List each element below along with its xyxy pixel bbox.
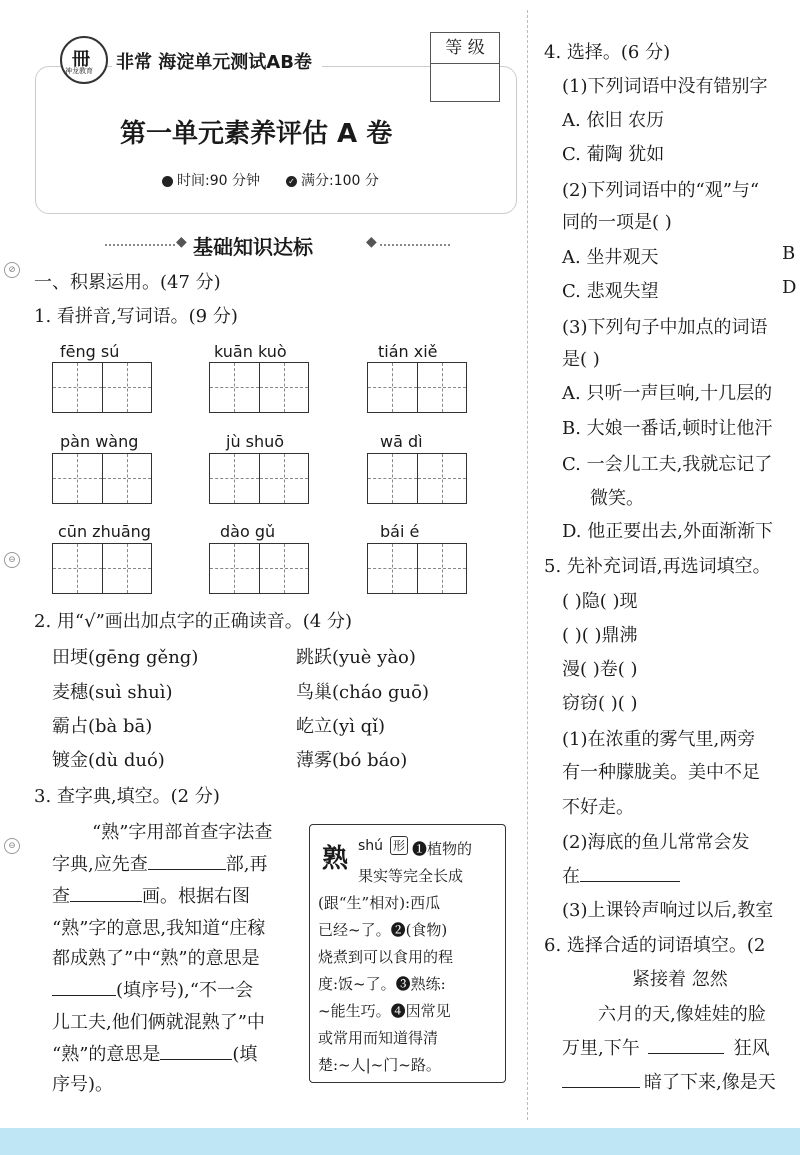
pronunciation-item[interactable]: 薄雾(bó báo) — [296, 750, 408, 771]
option-line[interactable]: B. 大娘一番话,顿时让他汗 — [562, 418, 773, 439]
pinyin-label: bái é — [380, 522, 420, 541]
option-line[interactable]: A. 依旧 农历 — [562, 110, 665, 131]
pinyin-label: jù shuō — [226, 432, 285, 451]
score-info — [286, 170, 379, 190]
passage-line: 六月的天,像娃娃的脸 — [598, 1004, 766, 1025]
logo-glyph: 冊 — [72, 49, 90, 70]
writing-grid[interactable] — [209, 543, 309, 594]
pronunciation-item[interactable]: 霸占(bà bā) — [52, 716, 153, 737]
banner-diamond-icon: ◆ — [366, 234, 377, 250]
option-line[interactable]: C. 葡陶 犹如 — [562, 144, 665, 165]
option-line: 微笑。 — [590, 488, 644, 509]
pinyin-label: pàn wàng — [60, 432, 139, 451]
pronunciation-item[interactable]: 屹立(yì qǐ) — [296, 716, 385, 737]
series-label: 非常 海淀单元测试AB卷 — [116, 52, 312, 73]
dictionary-line: 楚:~人|~门~路。 — [318, 1056, 441, 1074]
option-line[interactable]: D. 他正要出去,外面渐渐下 — [562, 521, 773, 542]
page-title: 第一单元素养评估 A 卷 — [120, 119, 393, 149]
binding-hole-icon: ⊖ — [4, 838, 20, 854]
score-text: 满分:100 分 — [301, 173, 379, 189]
binding-hole-icon: ⊖ — [4, 552, 20, 568]
option-letter: B — [782, 243, 796, 264]
check-icon: ✓ — [286, 176, 297, 187]
question-line: 是( ) — [562, 349, 600, 370]
dictionary-pinyin: shú — [358, 838, 384, 854]
q3-text-part: 部,再 — [225, 854, 268, 875]
option-line[interactable]: A. 只听一声巨响,十几层的 — [562, 383, 773, 404]
q3-text-part: 字典,应先查 — [52, 854, 148, 875]
option-line[interactable]: C. 一会儿工夫,我就忘记了 — [562, 454, 773, 475]
banner-diamond-icon: ◆ — [176, 234, 187, 250]
pinyin-label: tián xiě — [378, 342, 438, 361]
pinyin-label: wā dì — [380, 432, 423, 451]
q1-title: 1. 看拼音,写词语。(9 分) — [34, 306, 238, 327]
pronunciation-item[interactable]: 麦穗(suì shuì) — [52, 682, 173, 703]
question-line: 同的一项是( ) — [562, 212, 672, 233]
writing-grid[interactable] — [367, 362, 467, 413]
pronunciation-item[interactable]: 跳跃(yuè yào) — [296, 647, 416, 668]
passage-text-part: 狂风 — [733, 1038, 770, 1059]
option-line[interactable]: C. 悲观失望 — [562, 281, 659, 302]
publisher-logo — [60, 36, 108, 84]
answer-blank[interactable] — [648, 1037, 724, 1054]
q3-text — [52, 1040, 257, 1066]
idiom-fill[interactable]: ( )( )鼎沸 — [562, 625, 638, 646]
writing-grid[interactable] — [367, 453, 467, 504]
question-line: (3)下列句子中加点的词语 — [562, 317, 768, 338]
part-of-speech-badge: 形 — [390, 836, 408, 855]
time-info — [162, 170, 260, 190]
answer-blank[interactable] — [52, 979, 116, 996]
question-line: 不好走。 — [562, 797, 634, 818]
question-line: 有一种朦胧美。美中不足 — [562, 762, 760, 783]
dictionary-line: ❶植物的 — [412, 840, 473, 858]
question-line: (1)下列词语中没有错别字 — [562, 76, 768, 97]
q3-text: “熟”字的意思,我知道“庄稼 — [52, 918, 266, 939]
dictionary-line: (跟“生”相对):西瓜 — [318, 894, 441, 912]
dictionary-line: 果实等完全长成 — [358, 867, 464, 885]
dictionary-line: 烧煮到可以食用的程 — [318, 948, 454, 966]
q6-title: 6. 选择合适的词语填空。(2 — [544, 935, 766, 956]
pronunciation-item[interactable]: 鸟巢(cháo guō) — [296, 682, 429, 703]
question-line — [562, 862, 680, 888]
time-text: 时间:90 分钟 — [177, 173, 260, 189]
dictionary-line: 或常用而知道得清 — [318, 1029, 439, 1047]
q3-text-part: (填 — [232, 1044, 258, 1065]
dictionary-line: ~能生巧。❹因常见 — [318, 1002, 451, 1020]
q2-title: 2. 用“√”画出加点字的正确读音。(4 分) — [34, 611, 352, 632]
pinyin-label: cūn zhuāng — [58, 522, 151, 541]
answer-blank[interactable] — [562, 1071, 640, 1088]
option-line[interactable]: A. 坐井观天 — [562, 247, 659, 268]
answer-blank[interactable] — [70, 885, 142, 902]
logo-text: 神龙教育 — [65, 67, 93, 75]
writing-grid[interactable] — [52, 453, 152, 504]
q3-text: 序号)。 — [52, 1074, 114, 1095]
option-letter: D — [782, 277, 797, 298]
q3-text — [52, 976, 253, 1002]
idiom-fill[interactable]: 窃窃( )( ) — [562, 693, 638, 714]
q3-text: 都成熟了”中“熟”的意思是 — [52, 948, 260, 969]
pinyin-label: kuān kuò — [214, 342, 287, 361]
column-divider — [527, 10, 528, 1120]
q3-title: 3. 查字典,填空。(2 分) — [34, 786, 220, 807]
writing-grid[interactable] — [367, 543, 467, 594]
answer-blank[interactable] — [580, 865, 680, 882]
writing-grid[interactable] — [209, 453, 309, 504]
writing-grid[interactable] — [52, 543, 152, 594]
answer-blank[interactable] — [160, 1043, 232, 1060]
q3-text-part: (填序号),“不一会 — [116, 980, 253, 1001]
grade-box — [430, 32, 500, 102]
q3-text-part: 画。根据右图 — [142, 886, 250, 907]
q4-title: 4. 选择。(6 分) — [544, 42, 671, 63]
answer-blank[interactable] — [148, 853, 226, 870]
word-bank: 紧接着 忽然 — [632, 969, 728, 990]
passage-text-part: 万里,下午 — [562, 1038, 640, 1059]
section-banner: 基础知识达标 — [193, 235, 313, 259]
question-text-part: 在 — [562, 866, 580, 887]
q3-text — [52, 850, 267, 876]
question-line: (3)上课铃声响过以后,教室 — [562, 900, 774, 921]
q3-text — [52, 882, 250, 908]
writing-grid[interactable] — [209, 362, 309, 413]
dictionary-line: 度:饭~了。❸熟练: — [318, 975, 446, 993]
bottom-band — [0, 1128, 800, 1155]
pinyin-label: fēng sú — [60, 342, 120, 361]
writing-grid[interactable] — [52, 362, 152, 413]
binding-hole-icon: ⊘ — [4, 262, 20, 278]
pronunciation-item[interactable]: 镀金(dù duó) — [52, 750, 165, 771]
dictionary-line: 已经~了。❷(食物) — [318, 921, 448, 939]
idiom-fill[interactable]: ( )隐( )现 — [562, 591, 638, 612]
clock-icon — [162, 176, 173, 187]
pinyin-label: dào gǔ — [220, 522, 276, 541]
dictionary-char: 熟 — [322, 844, 349, 874]
question-line: (1)在浓重的雾气里,两旁 — [562, 729, 756, 750]
pronunciation-item[interactable]: 田埂(gēng gěng) — [52, 647, 199, 668]
passage-line — [562, 1068, 776, 1094]
q3-text-part: “熟”的意思是 — [52, 1044, 161, 1065]
q3-text: 儿工夫,他们俩就混熟了”中 — [52, 1012, 265, 1033]
grade-label: 等 级 — [431, 33, 499, 64]
passage-line — [562, 1034, 770, 1060]
idiom-fill[interactable]: 漫( )卷( ) — [562, 659, 638, 680]
q5-title: 5. 先补充词语,再选词填空。 — [544, 556, 771, 577]
passage-text-part: 暗了下来,像是天 — [644, 1072, 776, 1093]
q3-text: “熟”字用部首查字法查 — [92, 822, 273, 843]
question-line: (2)下列词语中的“观”与“ — [562, 180, 760, 201]
question-line: (2)海底的鱼儿常常会发 — [562, 832, 750, 853]
banner-decoration-right — [380, 244, 450, 246]
banner-decoration-left — [105, 244, 175, 246]
part-heading: 一、积累运用。(47 分) — [34, 272, 221, 293]
q3-text-part: 查 — [52, 886, 70, 907]
